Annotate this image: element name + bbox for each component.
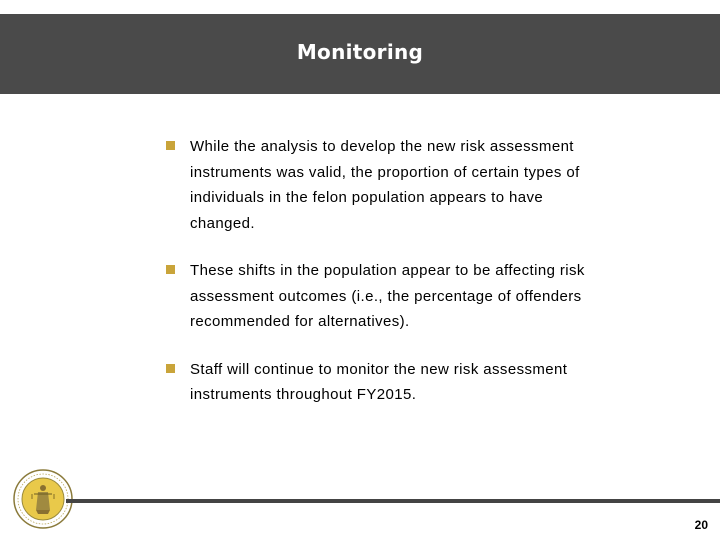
footer-rule [66, 499, 720, 503]
bullet-text: These shifts in the population appear to be affecting risk assessment outcomes (i.e., the percentage of offenders recommended for alternatives). [190, 262, 585, 330]
bullet-item [166, 258, 606, 335]
bullet-list [166, 134, 606, 430]
bullet-item [166, 357, 606, 408]
bullet-text: While the analysis to develop the new risk assessment instruments was valid, the proportion of certain types of individuals in the felon population appears to have changed. [190, 138, 580, 232]
bullet-text: Staff will continue to monitor the new risk assessment instruments throughout FY2015. [190, 360, 568, 403]
bullet-marker-icon [166, 265, 175, 274]
bullet-marker-icon [166, 364, 175, 373]
bullet-marker-icon [166, 141, 175, 150]
bullet-item [166, 134, 606, 236]
slide-title: Monitoring [296, 40, 424, 64]
page-number: 20 [694, 518, 708, 532]
seal-icon [12, 468, 74, 530]
